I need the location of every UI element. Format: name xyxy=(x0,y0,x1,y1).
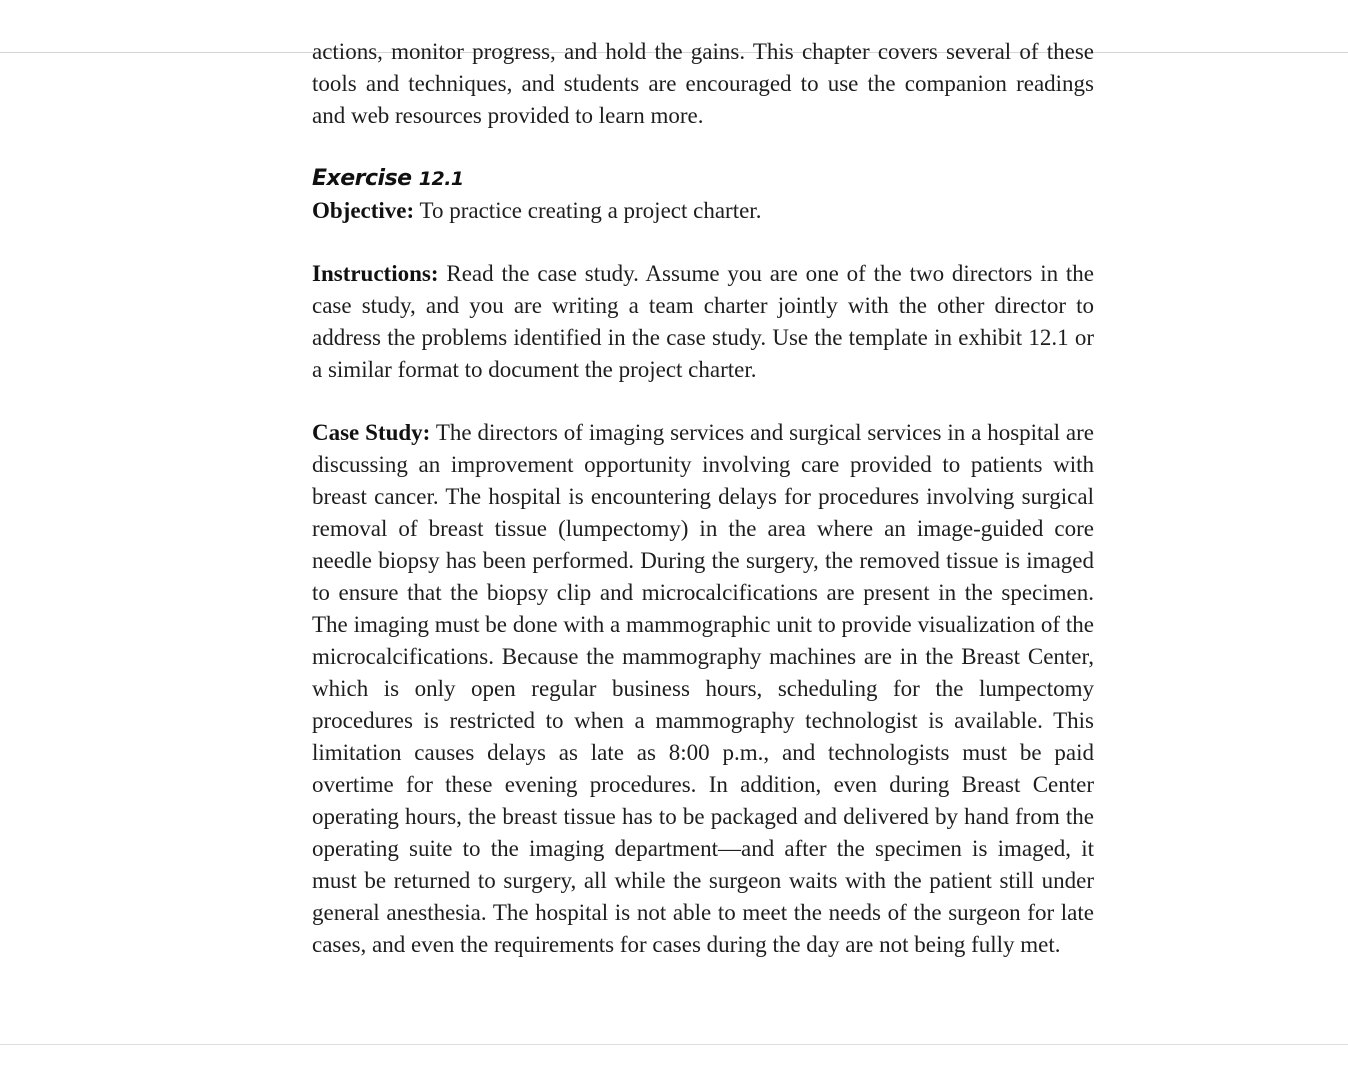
document-page xyxy=(312,36,1094,961)
instructions-text: Read the case study. Assume you are one of the two directors in the case study, and you are writing a team charter jointly with the other director to address the problems identified in the case study. Use the template in exhibit 12.1 or a similar format to document the project charter. xyxy=(312,261,1095,382)
instructions-label: Instructions: xyxy=(312,261,439,286)
objective-text: To practice creating a project charter. xyxy=(419,198,762,223)
page-bottom-edge xyxy=(0,1044,1348,1045)
page-viewport[interactable] xyxy=(0,39,1348,1043)
intro-paragraph: actions, monitor progress, and hold the gains. This chapter covers several of these tools and techniques, and students are encouraged to use the companion readings and web resources provided to learn more. xyxy=(312,39,1094,128)
case-study-paragraph xyxy=(312,417,1094,961)
instructions-paragraph xyxy=(312,258,1094,386)
exercise-heading-word: Exercise xyxy=(312,166,412,191)
objective-label: Objective: xyxy=(312,198,415,223)
case-study-label: Case Study: xyxy=(312,420,431,445)
case-study-text: The directors of imaging services and surgical services in a hospital are discussing an improvement opportunity involving care provided to patients with breast cancer. The hospital is encountering delays for procedures involving surgical removal of breast tissue (lumpectomy) in the area where an image-guided core needle biopsy has been performed. During the surgery, the removed tissue is imaged to ensure that the biopsy clip and microcalcifications are present in the specimen. The imaging must be done with a mammographic unit to provide visualization of the microcalcifications. Because the mammography machines are in the Breast Center, which is only open regular business hours, scheduling for the lumpectomy procedures is restricted to when a mammography technologist is available. This limitation causes delays as late as 8:00 p.m., and technologists must be paid overtime for these evening procedures. In addition, even during Breast Center operating hours, the breast tissue has to be packaged and delivered by hand from the operating suite to the imaging department—and after the specimen is imaged, it must be returned to surgery, all while the surgeon waits with the patient still under general anesthesia. The hospital is not able to meet the needs of the surgeon for late cases, and even the requirements for cases during the day are not being fully met. xyxy=(312,420,1094,957)
objective-paragraph xyxy=(312,195,1094,227)
exercise-heading-number: 12.1 xyxy=(418,168,464,190)
exercise-heading xyxy=(312,163,1094,195)
